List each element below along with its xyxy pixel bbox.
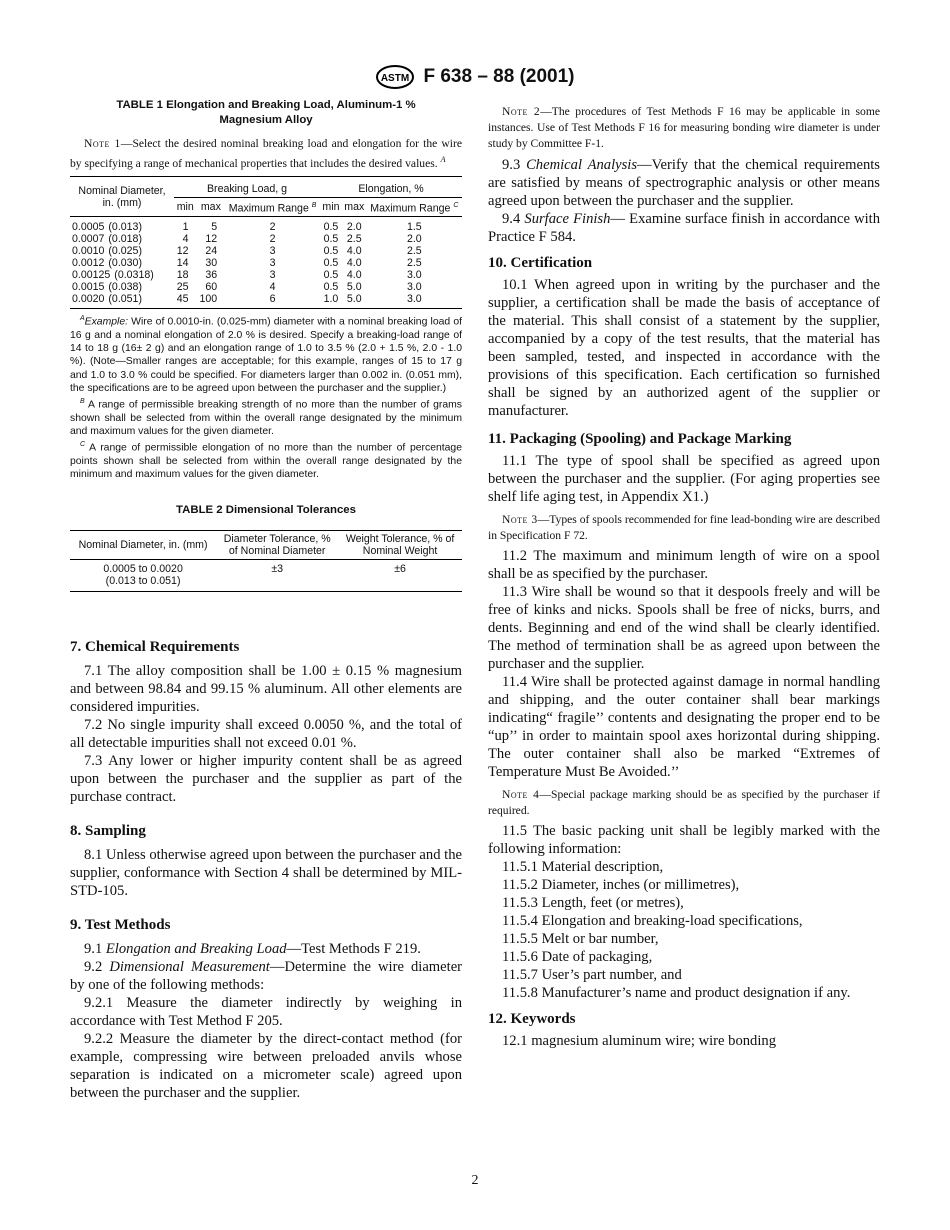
table1 (70, 176, 462, 310)
list-item: 11.5.2 Diameter, inches (or millimetres), (502, 877, 740, 893)
table-row: 0.00125 (0.0318) 18 36 3 0.5 4.0 3.0 (72, 269, 422, 282)
table1-note: Note 1—Select the desired nominal breaking load and elongation for the wire by specifying a range of mechanical properties that includes the desired values. $^A$ (70, 137, 463, 170)
t2-col-diameter-tol: Diameter Tolerance, % of Nominal Diameter (223, 533, 331, 558)
section-heading: 10. Certification (488, 255, 593, 271)
section-heading: 12. Keywords (488, 1011, 576, 1027)
table-row: 0.0010 (0.025) 12 24 3 0.5 4.0 2.5 (72, 245, 422, 258)
left-column (70, 98, 462, 1102)
astm-logo-icon (375, 64, 415, 90)
col-breaking-load: Breaking Load, g (174, 176, 320, 197)
footnote-c: $^C$ A range of permissible elongation of no more than the number of percentage points shown shall be selected from within the overall range designated by the minimum and maximum values for the given diameter. (70, 441, 462, 481)
note-2: Note 2—The procedures of Test Methods F 16 may be applicable in some instances. Use of Test Methods F 16 for measuring bonding wire diameter is under study by Committee F-1. (488, 105, 880, 150)
footnote-a: $^A$Example: Wire of 0.0010-in. (0.025-mm) diameter with a nominal breaking load of 16 g and a nominal elongation of 2.0 % is desired. Specify a breaking-load range of 14 to 18 g (16± 2 g) and an elongation range of 1.0 to 3.5 % (2.0 + 1.5 %, 2.0 - 1.0 %). (Note—Smaller ranges are acceptable; for this example, ranges of 15 to 17 g and 1.0 to 3.0 % could be specified. For diameters larger than 0.002 in. (0.051 mm), the specifications are to be agreed upon between the purchaser and the supplier.) (70, 315, 462, 394)
col-elongation: Elongation, % (320, 176, 462, 197)
col-el-range: Maximum Range $^C$ (370, 201, 459, 215)
list-item: 11.5.4 Elongation and breaking-load specifications, (502, 913, 803, 929)
t2-col-weight-tol: Weight Tolerance, % of Nominal Weight (345, 533, 455, 558)
col-bl-min: min (176, 201, 194, 214)
section-heading: 9. Test Methods (70, 917, 171, 934)
note-3: Note 3—Types of spools recommended for fine lead-bonding wire are described in Specification F 72. (488, 513, 880, 542)
table-row: 0.0005 (0.013) 1 5 2 0.5 2.0 1.5 (72, 221, 422, 234)
col-bl-max: max (200, 201, 221, 214)
page-number: 2 (471, 1173, 479, 1188)
t2-col-nominal: Nominal Diameter, in. (mm) (78, 539, 208, 552)
table2 (70, 530, 462, 592)
list-item: 11.5.5 Melt or bar number, (502, 931, 659, 947)
list-item: 11.5.1 Material description, (502, 859, 664, 875)
table-row: 0.0020 (0.051) 45 100 6 1.0 5.0 3.0 (72, 293, 422, 306)
footnote-b: $^B$ A range of permissible breaking strength of no more than the number of grams shown shall be selected from within the overall range designated by the minimum and maximum values for the given diameter. (70, 398, 462, 437)
table1-caption: TABLE 1 Elongation and Breaking Load, Aluminum-1 % Magnesium Alloy (116, 99, 416, 126)
table-row: 0.0007 (0.018) 4 12 2 0.5 2.5 2.0 (72, 233, 422, 246)
table-row: 0.0012 (0.030) 14 30 3 0.5 4.0 2.5 (72, 257, 422, 270)
section-7: 7. Chemical Requirements 7.1 The alloy composition shall be 1.00 ± 0.15 % magnesium and between 98.84 and 99.15 % aluminum. All other elements are considered impurities. 7.2 No single impurity shall exceed 0.0050 %, and the total of all detectable impurities shall not exceed 0.01 %. 7.3 Any lower or higher impurity content shall be as agreed upon between the purchaser and the supplier as part of the purchase contract. (70, 639, 462, 806)
marking-list (488, 858, 880, 1002)
svg-text:ASTM: ASTM (381, 73, 410, 84)
section-8: 8. Sampling 8.1 Unless otherwise agreed upon between the purchaser and the supplier, conformance with Section 4 shall be determined by MIL-STD-105. (70, 823, 462, 900)
section-heading: 11. Packaging (Spooling) and Package Marking (488, 431, 792, 447)
col-bl-range: Maximum Range $^B$ (228, 201, 317, 215)
list-item: 11.5.6 Date of packaging, (502, 949, 653, 965)
document-designation: F 638 – 88 (2001) (423, 66, 575, 87)
col-el-min: min (322, 201, 340, 214)
list-item: 11.5.7 User’s part number, and (502, 967, 682, 983)
list-item: 11.5.3 Length, feet (or metres), (502, 895, 684, 911)
section-10: 10. Certification 10.1 When agreed upon in writing by the purchaser and the supplier, a certification shall be made the basis of acceptance of the material. This shall consist of a statement by the supplier, accompanied by a copy of the test results, that the material has been sampled, tested, and inspected in accordance with the provisions of this specification. Each certification so furnished shall be signed by an authorized agent of the supplier or manufacturer. (488, 255, 880, 419)
table-row: 0.0005 to 0.0020 (0.013 to 0.051) ±3 ±6 (70, 560, 462, 592)
section-11: 11. Packaging (Spooling) and Package Marking 11.1 The type of spool shall be specified as agreed upon between the purchaser and the supplier. (For aging properties see shelf life aging test, in Appendix X1.) Note 3—Types of spools recommended for fine lead-bonding wire are described in Specification F 72. 11.2 The maximum and minimum length of wire on a spool shall be as specified by the purchaser. 11.3 Wire shall be wound so that it despools freely and will be free of kinks and nicks. Spools shall be free of nicks, burrs, and dents. Beginning and end of the wind shall be clearly identified. The method of termination shall be as agreed upon between the purchaser and the supplier. 11.4 Wire shall be protected against damage in normal handling and shipping, and the outer container shall bear markings indicating“ fragile’’ contents and designating the proper end to be “up’’ in order to maintain spool axes horizontal during shipping. The outer container shall also be marked “Extremes of Temperature Must Be Avoided.’’ Note 4—Special package marking should be as specified by the purchaser if required. 11.5 The basic packing unit shall be legibly marked with the following information: 11.5.1 Material description, 11.5.2 Diameter, inches (or millimetres), 11.5.3 Length, feet (or metres), 11.5.4 Elongation and breaking-load specifications, 11.5.5 Melt or bar number, 11.5.6 Date of packaging, 11.5.7 User’s part number, and 11.5.8 Manufacturer’s name and product designation if any. (488, 431, 880, 1001)
list-item: 11.5.8 Manufacturer’s name and product designation if any. (502, 985, 851, 1001)
section-heading: 7. Chemical Requirements (70, 639, 240, 656)
note-4: Note 4—Special package marking should be as specified by the purchaser if required. (488, 788, 880, 817)
table1-footnotes (70, 312, 462, 481)
section-heading: 8. Sampling (70, 823, 146, 840)
col-el-max: max (344, 201, 365, 214)
section-12: 12. Keywords 12.1 magnesium aluminum wire; wire bonding (488, 1010, 880, 1050)
table2-caption: TABLE 2 Dimensional Tolerances (176, 504, 356, 517)
table-row: 0.0015 (0.038) 25 60 4 0.5 5.0 3.0 (72, 281, 422, 294)
col-nominal-diameter: Nominal Diameter, in. (mm) (70, 176, 174, 217)
page-header (0, 64, 950, 90)
section-9: 9. Test Methods 9.1 Elongation and Breaking Load—Test Methods F 219. 9.2 Dimensional Measurement—Determine the wire diameter by one of the following methods: 9.2.1 Measure the diameter indirectly by weighing in accordance with Test Method F 205. 9.2.2 Measure the diameter by the direct-contact method (for example, compressing wire between preloaded anvils whose separation is indicated on a micrometer scale) agreed upon between the purchaser and the supplier. (70, 917, 463, 1102)
right-column: Note 2—The procedures of Test Methods F 16 may be applicable in some instances. Use of Test Methods F 16 for measuring bonding wire diameter is under study by Committee F-1. 9.3 Chemical Analysis—Verify that the chemical requirements are satisfied by means of spectrographic analysis or other means agreed upon between the purchaser and the supplier. 9.4 Surface Finish— Examine surface finish in accordance with Practice F 584. 10. Certification 10.1 When agreed upon in writing by the purchaser and the supplier, a certification shall be made the basis of acceptance of the material. This shall consist of a statement by the supplier, accompanied by a copy of the test results, that the material has been sampled, tested, and inspected in accordance with the provisions of this specification. Each certification so furnished shall be signed by an authorized agent of the supplier or manufacturer. 11. Packaging (Spooling) and Package Marking 11.1 The type of spool shall be specified as agreed upon between the purchaser and the supplier. (For aging properties see shelf life aging test, in Appendix X1.) Note 3—Types of spools recommended for fine lead-bonding wire are described in Specification F 72. 11.2 The maximum and minimum length of wire on a spool shall be as specified by the purchaser. 11.3 Wire shall be wound so that it despools freely and will be free of kinks and nicks. Spools shall be free of nicks, burrs, and dents. Beginning and end of the wind shall be clearly identified. The method of termination shall be as agreed upon between the purchaser and the supplier. 11.4 Wire shall be protected against damage in normal handling and shipping, and the outer container shall bear markings indicating“ fragile’’ contents and designating the proper end to be “up’’ in order to maintain spool axes horizontal during shipping. The outer container shall also be marked “Extremes of Temperature Must Be Avoided.’’ Note 4—Special package marking should be as specified by the purchaser if required. 11.5 The basic packing unit shall be legibly marked with the following information: 11.5.1 Material description, 11.5.2 Diameter, inches (or millimetres), 11.5.3 Length, feet (or metres), 11.5.4 Elongation and breaking-load specifications, 11.5.5 Melt or bar number, 11.5.6 Date of packaging, 11.5.7 User’s part number, and 11.5.8 Manufacturer’s name and product designation if any. 12. Keywords 12.1 magnesium aluminum wire; wire bonding (488, 105, 881, 1049)
